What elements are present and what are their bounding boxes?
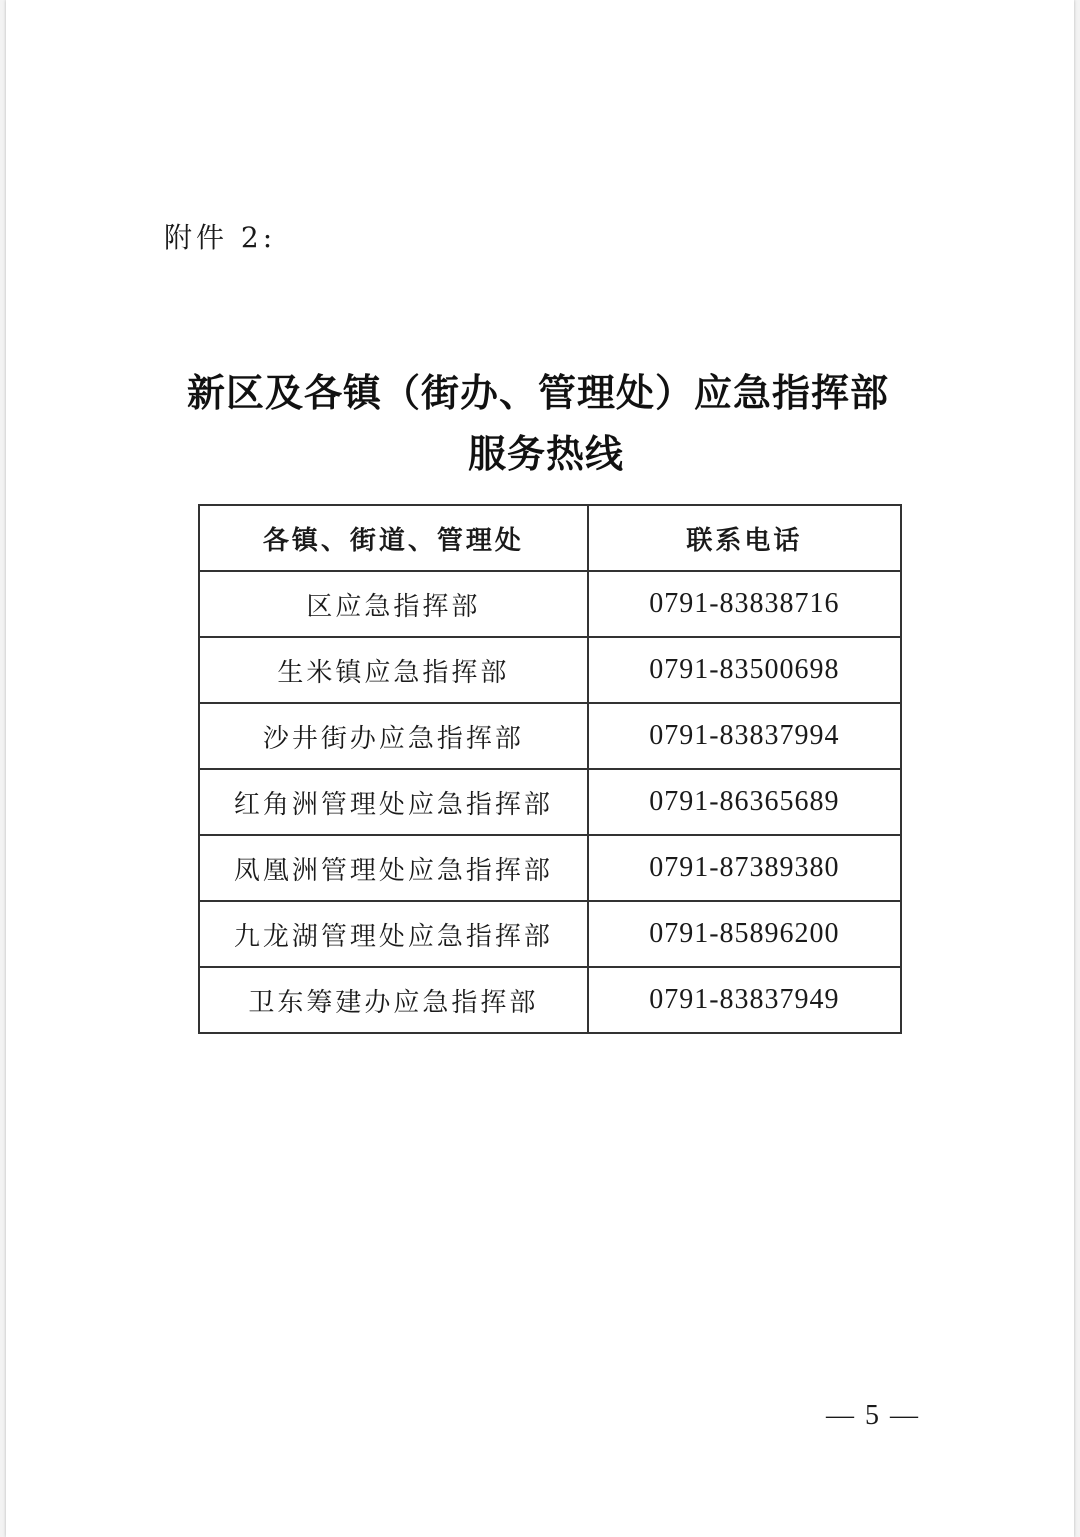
table-row <box>199 769 901 835</box>
unit-cell: 卫东筹建办应急指挥部 <box>199 967 588 1033</box>
table-row <box>199 571 901 637</box>
phone-cell: 0791-83500698 <box>588 637 901 703</box>
attachment-label: 附件 2: <box>164 221 277 254</box>
unit-cell: 生米镇应急指挥部 <box>199 637 588 703</box>
unit-cell: 沙井街办应急指挥部 <box>199 703 588 769</box>
phone-cell: 0791-83837994 <box>588 703 901 769</box>
phone-cell: 0791-83838716 <box>588 571 901 637</box>
unit-cell: 九龙湖管理处应急指挥部 <box>199 901 588 967</box>
table-row <box>199 703 901 769</box>
column-header-phone: 联系电话 <box>588 505 901 571</box>
document-title-line1: 新区及各镇（街办、管理处）应急指挥部 <box>186 371 889 415</box>
unit-cell: 红角洲管理处应急指挥部 <box>199 769 588 835</box>
phone-cell: 0791-85896200 <box>588 901 901 967</box>
phone-cell: 0791-83837949 <box>588 967 901 1033</box>
table-header-row <box>199 505 901 571</box>
phone-cell: 0791-87389380 <box>588 835 901 901</box>
table-row <box>199 901 901 967</box>
unit-cell: 区应急指挥部 <box>199 571 588 637</box>
document-page <box>6 0 1074 1537</box>
table-row <box>199 637 901 703</box>
phone-cell: 0791-86365689 <box>588 769 901 835</box>
table-row <box>199 835 901 901</box>
table-row <box>199 967 901 1033</box>
unit-cell: 凤凰洲管理处应急指挥部 <box>199 835 588 901</box>
column-header-unit: 各镇、街道、管理处 <box>199 505 588 571</box>
document-title-line2: 服务热线 <box>467 432 624 476</box>
hotline-table <box>198 504 902 1034</box>
page-number: — 5 — <box>826 1400 920 1431</box>
